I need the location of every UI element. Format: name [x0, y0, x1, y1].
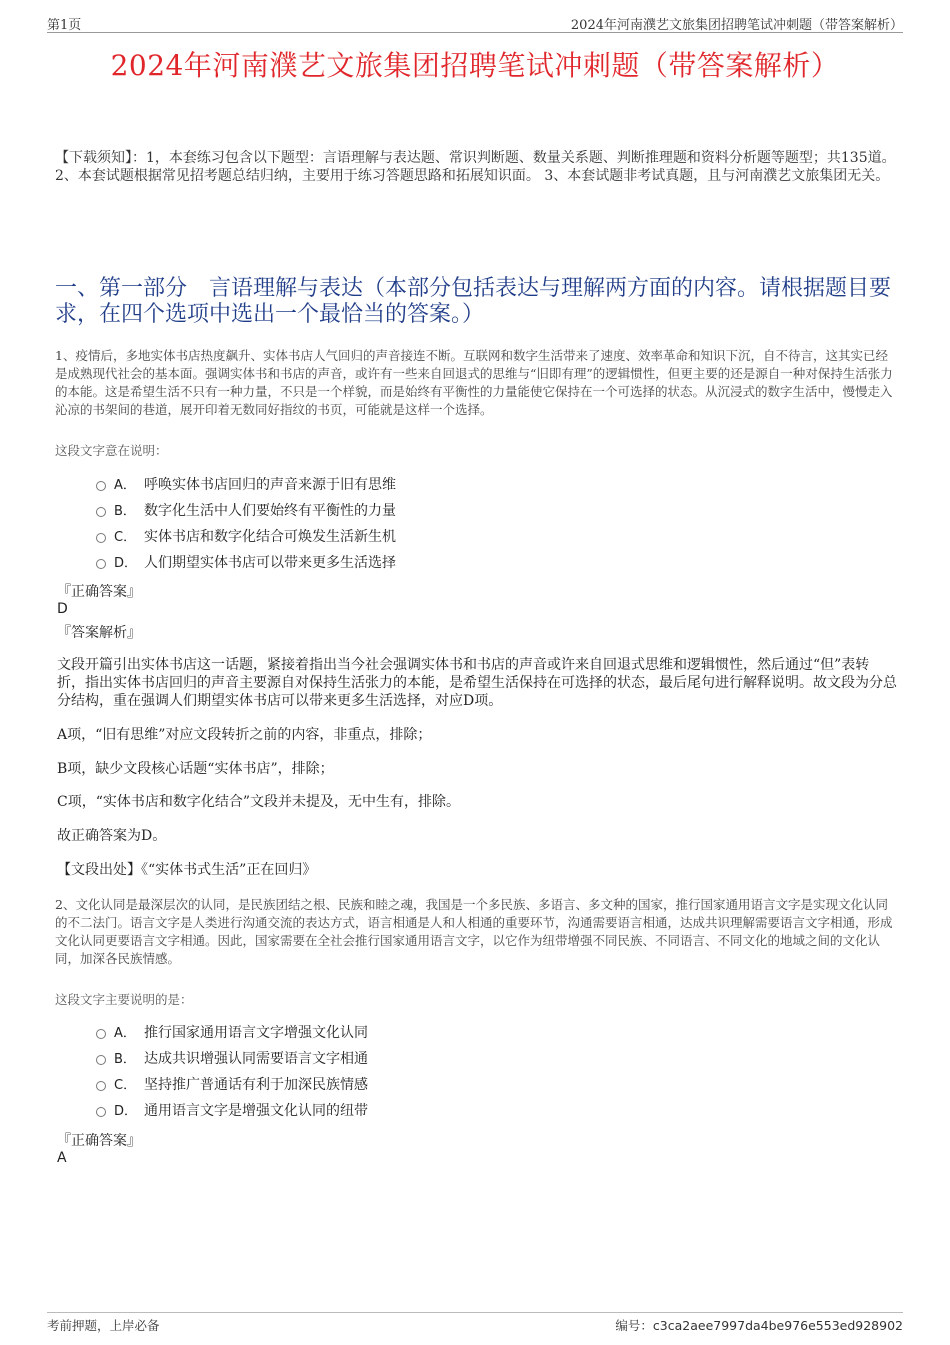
question-1-option-d[interactable]: D． 人们期望实体书店可以带来更多生活选择 — [96, 553, 396, 573]
radio-icon[interactable] — [96, 1029, 106, 1039]
radio-icon[interactable] — [96, 481, 106, 491]
question-1-option-a[interactable]: A． 呼唤实体书店回归的声音来源于旧有思维 — [96, 475, 396, 495]
question-1-answer: D — [57, 601, 68, 617]
question-2-answer: A — [57, 1150, 67, 1166]
question-1-analysis-label: 『答案解析』 — [57, 625, 141, 641]
page-number: 第1页 — [47, 18, 82, 33]
download-notice: 【下载须知】：1，本套练习包含以下题型：言语理解与表达题、常识判断题、数量关系题、判断推理题和资料分析题等题型；共135道。 2、本套试题根据常见招考题总结归纳，主要用于练习答题思路和拓展知识面。 3、本套试题非考试真题，且与河南濮艺文旅集团无关。 — [55, 150, 896, 184]
question-1-answer-label: 『正确答案』 — [57, 584, 141, 600]
question-2-option-c[interactable]: C． 坚持推广普通话有利于加深民族情感 — [96, 1075, 368, 1095]
question-1-analysis-a: A项，“旧有思维”对应文段转折之前的内容，非重点，排除； — [57, 727, 432, 743]
question-1-option-b[interactable]: B． 数字化生活中人们要始终有平衡性的力量 — [96, 501, 396, 521]
question-1-source: 【文段出处】《“实体书式生活”正在回归》 — [57, 862, 317, 878]
question-1-analysis-conclusion: 故正确答案为D。 — [57, 828, 167, 844]
radio-icon[interactable] — [96, 533, 106, 543]
question-1-option-c[interactable]: C． 实体书店和数字化结合可焕发生活新生机 — [96, 527, 396, 547]
radio-icon[interactable] — [96, 1107, 106, 1117]
question-2-prompt: 这段文字主要说明的是： — [55, 992, 193, 1007]
question-2-text: 2、文化认同是最深层次的认同，是民族团结之根、民族和睦之魂，我国是一个多民族、多语言、多文种的国家，推行国家通用语言文字是实现文化认同的不二法门。语言文字是人类进行沟通交流的表达方式，语言相通是人和人相通的重要环节，沟通需要语言相通，达成共识理解需要语言文字相通，形成文化认同更要语言文字相通。因此，国家需要在全社会推行国家通用语言文字，以它作为纽带增强不同民族、不同语言、不同文化的地域之间的文化认同，加深各民族情感。 — [55, 897, 893, 966]
question-1-analysis-c: C项，“实体书店和数字化结合”文段并未提及，无中生有，排除。 — [57, 794, 461, 810]
question-1-analysis-b: B项，缺少文段核心话题“实体书店”，排除； — [57, 761, 334, 777]
radio-icon[interactable] — [96, 1081, 106, 1091]
doc-title: 2024年河南濮艺文旅集团招聘笔试冲刺题（带答案解析） — [110, 49, 840, 82]
question-2-option-d[interactable]: D． 通用语言文字是增强文化认同的纽带 — [96, 1101, 368, 1121]
footer-slogan: 考前押题，上岸必备 — [47, 1318, 160, 1333]
question-1-analysis-main: 文段开篇引出实体书店这一话题，紧接着指出当今社会强调实体书和书店的声音或许来自回退式思维和逻辑惯性，然后通过“但”表转折，指出实体书店回归的声音主要源自对保持生活张力的本能，是希望生活保持在可选择的状态，最后尾句进行解释说明。故文段为分总分结构，重在强调人们期望实体书店可以带来更多生活选择，对应D项。 — [57, 657, 897, 709]
question-2-answer-label: 『正确答案』 — [57, 1133, 141, 1149]
question-2-option-a[interactable]: A． 推行国家通用语言文字增强文化认同 — [96, 1023, 368, 1043]
radio-icon[interactable] — [96, 559, 106, 569]
radio-icon[interactable] — [96, 507, 106, 517]
question-2-option-b[interactable]: B． 达成共识增强认同需要语言文字相通 — [96, 1049, 368, 1069]
question-1-prompt: 这段文字意在说明： — [55, 443, 168, 458]
radio-icon[interactable] — [96, 1055, 106, 1065]
page-footer — [47, 1312, 903, 1334]
page-header — [47, 14, 903, 33]
question-1-text: 1、疫情后，多地实体书店热度飙升、实体书店人气回归的声音接连不断。互联网和数字生活带来了速度、效率革命和知识下沉，自不待言，这其实已经是成熟现代社会的基本面。强调实体书和书店的声音，或许有一些来自回退式的思维与“旧即有理”的逻辑惯性，但更主要的还是源自一种对保持生活张力的本能。这是希望生活不只有一种力量，不只是一个样貌，而是始终有平衡性的力量能使它保持在一个可选择的状态。从沉浸式的数字生活中，慢慢走入沁凉的书架间的巷道，展开印着无数同好指纹的书页，可能就是这样一个选择。 — [55, 348, 893, 417]
footer-code: 编号：c3ca2aee7997da4be976e553ed928902 — [615, 1318, 903, 1333]
section-heading: 一、第一部分 言语理解与表达（本部分包括表达与理解两方面的内容。请根据题目要求，在四个选项中选出一个最恰当的答案。） — [55, 276, 892, 327]
header-doc-title: 2024年河南濮艺文旅集团招聘笔试冲刺题（带答案解析） — [570, 18, 903, 33]
